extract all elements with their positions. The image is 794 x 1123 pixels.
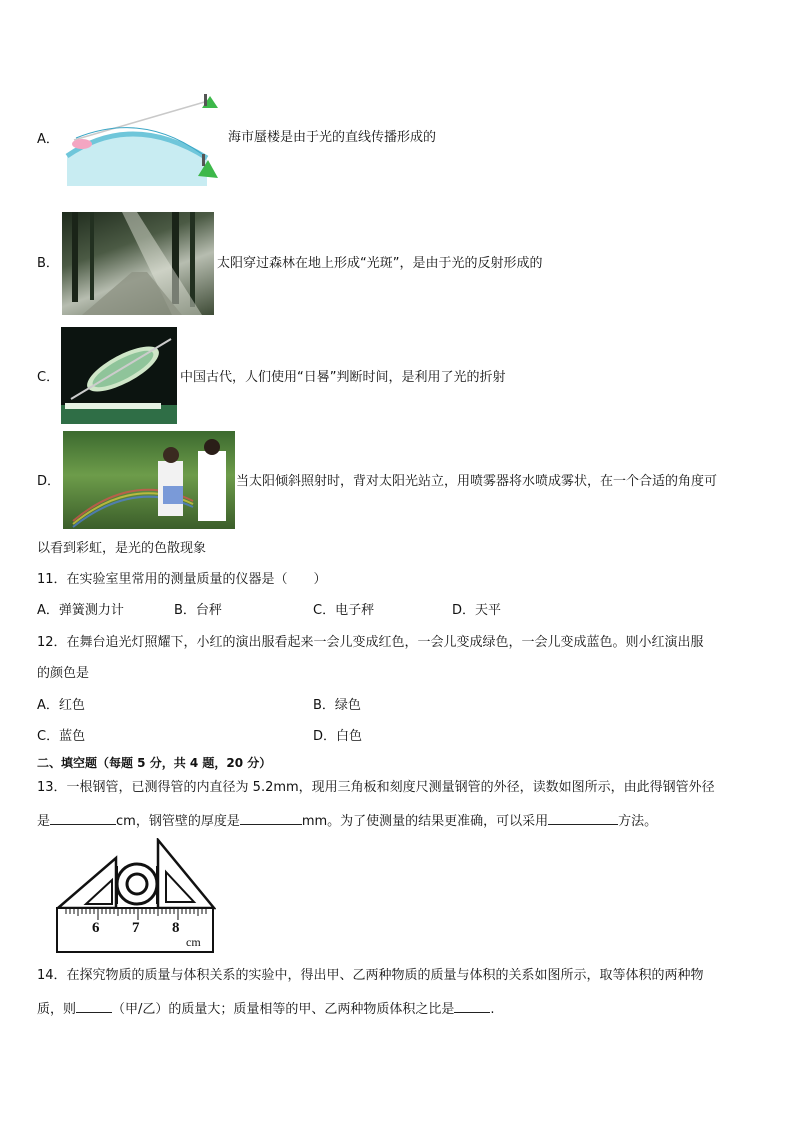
q14-text-a: 质，则 (37, 1002, 77, 1017)
answer-blank-3[interactable] (548, 810, 618, 825)
q14-line1: 14．在探究物质的质量与体积关系的实验中，得出甲、乙两种物质的质量与体积的关系如图所示，取等体积的两种物 (37, 968, 704, 983)
option-a-text: 海市蜃楼是由于光的直线传播形成的 (228, 130, 437, 145)
q13-line1: 13．一根钢管，已测得管的内直径为 5.2mm，现用三角板和刻度尺测量钢管的外径，读数如图所示，由此得钢管外径 (37, 780, 715, 795)
answer-blank-2[interactable] (240, 810, 302, 825)
ruler-unit: cm (186, 935, 201, 949)
q11-stem: 11．在实验室里常用的测量质量的仪器是（ ） (37, 572, 327, 587)
option-c-letter: C． (37, 370, 60, 385)
option-b-text: 太阳穿过森林在地上形成“光斑”，是由于光的反射形成的 (217, 256, 543, 271)
answer-blank-4[interactable] (76, 998, 112, 1013)
ruler-figure (56, 838, 216, 954)
q14-text-b: （甲/乙）的质量大；质量相等的甲、乙两种物质体积之比是 (112, 1002, 455, 1017)
q11-option-d: D．天平 (452, 603, 502, 618)
forest-light-photo (62, 212, 214, 315)
q12-stem-line2: 的颜色是 (37, 666, 90, 681)
option-d-text-line2: 以看到彩虹，是光的色散现象 (37, 541, 207, 556)
q12-option-c: C．蓝色 (37, 729, 86, 744)
q11-option-a: A．弹簧测力计 (37, 603, 124, 618)
q14-line2 (37, 998, 495, 1019)
q13-line2 (37, 810, 657, 831)
q12-option-a: A．红色 (37, 698, 85, 713)
sundial-photo (61, 327, 177, 424)
q11-option-b: B．台秤 (174, 603, 222, 618)
option-a-letter: A． (37, 132, 59, 147)
q12-stem-line1: 12．在舞台追光灯照耀下，小红的演出服看起来一会儿变成红色，一会儿变成绿色，一会儿变成蓝色。则小红演出服 (37, 635, 704, 650)
option-c-text: 中国古代，人们使用“日晷”判断时间，是利用了光的折射 (180, 370, 506, 385)
section-heading: 二、填空题（每题 5 分，共 4 题，20 分） (37, 756, 272, 770)
q12-option-b: B．绿色 (313, 698, 361, 713)
q14-text-c: . (490, 1002, 495, 1017)
q13-text-d: 方法。 (618, 814, 658, 829)
mirage-diagram (62, 86, 222, 186)
option-d-text-line1: 当太阳倾斜照射时，背对太阳光站立，用喷雾器将水喷成雾状，在一个合适的角度可 (236, 474, 718, 489)
ruler-tick-6: 6 (92, 920, 100, 936)
q12-option-d: D．白色 (313, 729, 363, 744)
ruler-tick-7: 7 (132, 920, 140, 936)
answer-blank-5[interactable] (454, 998, 490, 1013)
q11-option-c: C．电子秤 (313, 603, 375, 618)
ruler-tick-8: 8 (172, 920, 180, 936)
answer-blank-1[interactable] (50, 810, 116, 825)
rainbow-photo (63, 431, 235, 529)
q13-text-c: mm。为了使测量的结果更准确，可以采用 (301, 814, 549, 829)
q13-text-a: 是 (37, 814, 51, 829)
option-b-letter: B． (37, 256, 59, 271)
option-d-letter: D． (37, 474, 61, 489)
q13-text-b: cm，钢管壁的厚度是 (116, 814, 240, 829)
